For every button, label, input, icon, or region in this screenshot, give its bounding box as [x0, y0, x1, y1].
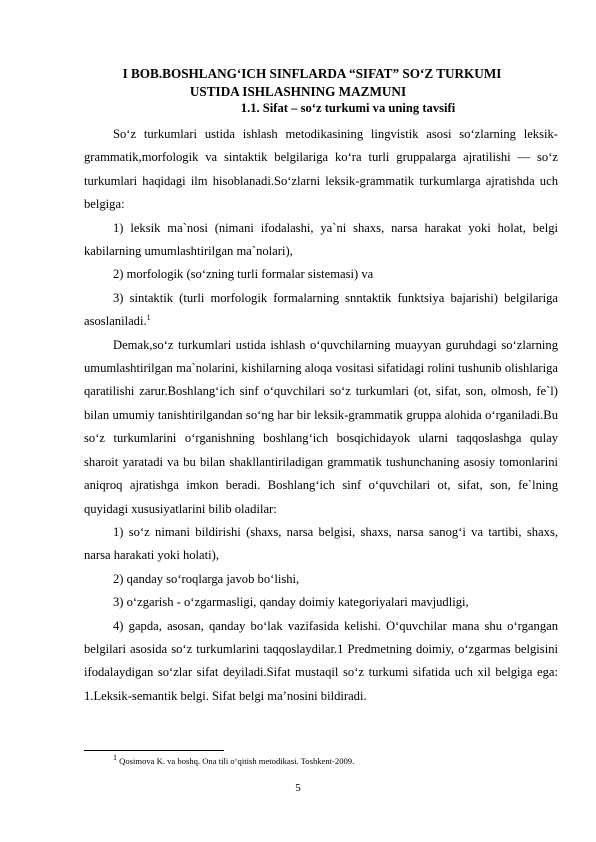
paragraph-5: Demak,so‘z turkumlari ustida ishlash o‘quvchilarning muayyan guruhdagi so‘zlarning umumlashtirilgan ma`nolarini, kishilarning aloqa vositasi sifatidagi rolini tushunib olishlariga qaratilishi zarur.Boshlang‘ich sinf o‘quvchilari so‘z turkumlari (ot, sifat, son, olmosh, fe`l) bilan umumiy tanishtirilgandan so‘ng har bir leksik-grammatik gruppa alohida o‘rganiladi.Bu so‘z turkumlarini o‘rganishning boshlang‘ich bosqichidayok ularni taqqoslashga qulay sharoit yaratadi va bu bilan shakllantiriladigan grammatik tushunchaning asosiy tomonlarini aniqroq ajratishga imkon beradi. Boshlang‘ich sinf o‘quvchilari ot, sifat, son, fe`lning quyidagi xususiyatlarini bilib oladilar: — [84, 337, 558, 516]
chapter-title-line2: USTIDA ISHLASHNING MAZMUNI — [189, 84, 407, 99]
footnote-text: Qosimova K. va boshq. Ona tili o‘qitish metodikasi. Toshkent-2009. — [119, 756, 355, 766]
chapter-title-line1: I BOB.BOSHLANG‘ICH SINFLARDA “SIFAT” SO‘Z TURKUMI — [122, 66, 502, 81]
paragraph-6: 1) so‘z nimani bildirishi (shaxs, narsa belgisi, shaxs, narsa sanog‘i va tartibi, shaxs, narsa harakati yoki holati), — [84, 524, 558, 563]
footnote-divider — [84, 750, 224, 751]
section-title: 1.1. Sifat – so‘z turkumi va uning tavsifi — [240, 101, 456, 115]
paragraph-3: 2) morfologik (so‘zning turli formalar sistemasi) va — [113, 267, 374, 282]
paragraph-8: 3) o‘zgarish - o‘zgarmasligi, qanday doimiy kategoriyalari mavjudligi, — [113, 595, 469, 610]
paragraph-9: 4) gapda, asosan, qanday bo‘lak vazifasida kelishi. O‘quvchilar mana shu o‘rgangan belgilari asosida so‘z turkumlarini taqqoslaydilar.1 Predmetning doimiy, o‘zgarmas belgisini ifodalaydigan so‘zlar sifat deyiladi.Sifat mustaqil so‘z turkumi sifatida uch xil belgiga ega: 1.Leksik-semantik belgi. Sifat belgi ma’nosini bildiradi. — [84, 618, 558, 703]
footnote-mark: 1 — [113, 753, 117, 763]
paragraph-4 — [84, 287, 558, 334]
footnote-reference[interactable]: 1 — [146, 313, 151, 323]
paragraph-7: 2) qanday so‘roqlarga javob bo‘lishi, — [113, 571, 300, 586]
footnote — [113, 753, 355, 767]
page-number: 5 — [295, 782, 301, 794]
paragraph-4-text: 3) sintaktik (turli morfologik formalarning snntaktik funktsiya bajarishi) belgilariga asoslaniladi. — [84, 290, 558, 329]
paragraph-1: So‘z turkumlari ustida ishlash metodikasining lingvistik asosi so‘zlarning leksik-grammatik,morfologik va sintaktik belgilariga ko‘ra turli gruppalarga ajratilishi — so‘z turkumlari haqidagi ilm hisoblanadi.So‘zlarni leksik-grammatik turkumlarga ajratishda uch belgiga: — [84, 127, 558, 212]
paragraph-2: 1) leksik ma`nosi (nimani ifodalashi, ya`ni shaxs, narsa harakat yoki holat, belgi kabilarning umumlashtirilgan ma`nolari), — [84, 220, 558, 259]
body-text — [84, 123, 558, 708]
